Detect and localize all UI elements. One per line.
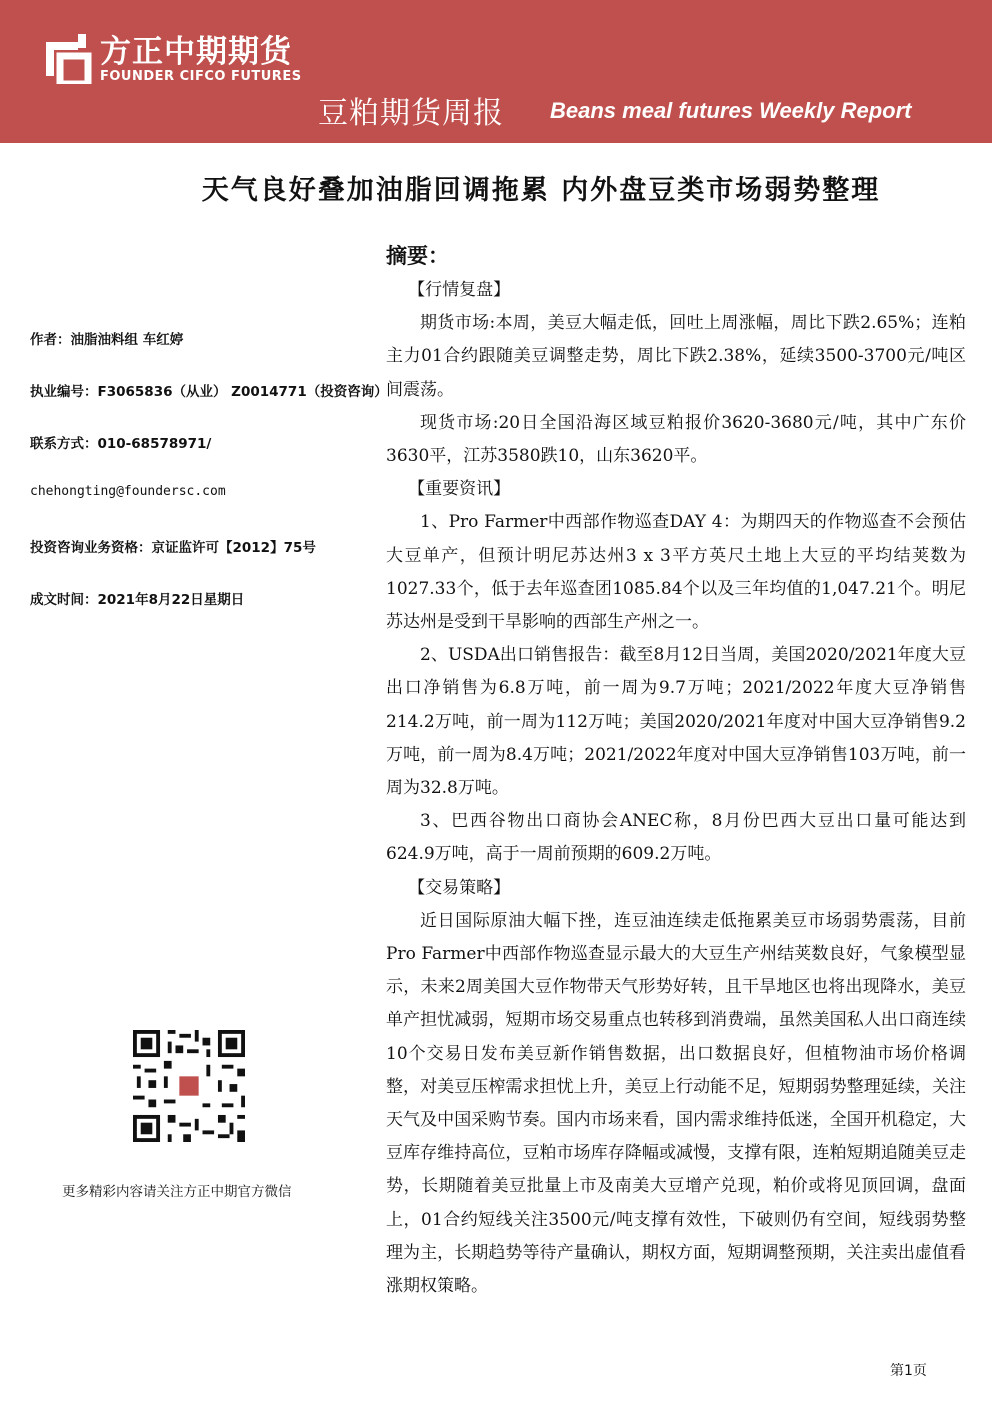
report-type-en: Beans meal futures Weekly Report <box>550 98 912 123</box>
contact-line: 联系方式：010-68578971/ <box>30 436 212 452</box>
author-line: 作者：油脂油料组 车红婷 <box>30 332 184 348</box>
license-line: 执业编号：F3065836（从业） Z0014771（投资咨询） <box>30 384 388 400</box>
page-number: 第1页 <box>890 1363 927 1379</box>
qualification-line: 投资咨询业务资格：京证监许可【2012】75号 <box>30 540 316 556</box>
qr-caption: 更多精彩内容请关注方正中期官方微信 <box>62 1184 292 1200</box>
wechat-qr-code-icon[interactable] <box>133 1030 245 1142</box>
report-header-banner <box>0 0 992 143</box>
founder-logo-icon <box>38 34 94 84</box>
paragraph-news-3: 3、巴西谷物出口商协会ANEC称，8月份巴西大豆出口量可能达到624.9万吨，高于一周前预期的609.2万吨。 <box>386 811 966 865</box>
summary-heading: 摘要： <box>386 244 449 268</box>
report-title: 天气良好叠加油脂回调拖累 内外盘豆类市场弱势整理 <box>201 175 881 206</box>
section-news: 【重要资讯】 <box>408 479 511 500</box>
email-link[interactable]: chehongting@foundersc.com <box>30 484 226 499</box>
summary-content <box>386 238 966 1303</box>
paragraph-spot-market: 现货市场:20日全国沿海区域豆粕报价3620-3680元/吨，其中广东价3630平，江苏3580跌10，山东3620平。 <box>386 412 966 467</box>
paragraph-futures-market: 期货市场:本周，美豆大幅走低，回吐上周涨幅，周比下跌2.65%；连粕主力01合约跟随美豆调整走势，周比下跌2.38%，延续3500-3700元/吨区间震荡。 <box>386 313 966 400</box>
paragraph-news-2: 2、USDA出口销售报告：截至8月12日当周，美国2020/2021年度大豆出口净销售为6.8万吨，前一周为9.7万吨；2021/2022年度大豆净销售214.2万吨，前一周为112万吨；美国2020/2021年度对中国大豆净销售9.2万吨，前一周为8.4万吨；2021/2022年度对中国大豆净销售103万吨，前一周为32.8万吨。 <box>386 645 966 799</box>
paragraph-news-1: 1、Pro Farmer中西部作物巡查DAY 4：为期四天的作物巡查不会预估大豆单产，但预计明尼苏达州3 x 3平方英尺土地上大豆的平均结荚数为1027.33个，低于去年巡查团1085.84个以及三年均值的1,047.21个。明尼苏达州是受到干旱影响的西部生产州之一。 <box>386 512 966 633</box>
brand-name-cn: 方正中期期货 <box>100 34 292 70</box>
brand-name-en: FOUNDER CIFCO FUTURES <box>100 69 302 84</box>
paragraph-strategy: 近日国际原油大幅下挫，连豆油连续走低拖累美豆市场弱势震荡，目前Pro Farmer中西部作物巡查显示最大的大豆生产州结荚数良好，气象模型显示，未来2周美国大豆作物带天气形势好转，且干旱地区也将出现降水，美豆单产担忧减弱，短期市场交易重点也转移到消费端，虽然美国私人出口商连续10个交易日发布美豆新作销售数据，出口数据良好，但植物油市场价格调整，对美豆压榨需求担忧上升，美豆上行动能不足，短期弱势整理延续，关注天气及中国采购节奏。国内市场来看，国内需求维持低迷，全国开机稳定，大豆库存维持高位，豆粕市场库存降幅或减慢，支撑有限，连粕短期追随美豆走势，长期随着美豆批量上市及南美大豆增产兑现，粕价或将见顶回调，盘面上，01合约短线关注3500元/吨支撑有效性，下破则仍有空间，短线弱势整理为主，长期趋势等待产量确认，期权方面，短期调整预期，关注卖出虚值看涨期权策略。 <box>386 910 966 1297</box>
date-line: 成文时间：2021年8月22日星期日 <box>30 592 245 608</box>
section-strategy: 【交易策略】 <box>408 877 511 898</box>
section-market-review: 【行情复盘】 <box>408 280 511 300</box>
report-type-cn: 豆粕期货周报 <box>318 96 504 131</box>
